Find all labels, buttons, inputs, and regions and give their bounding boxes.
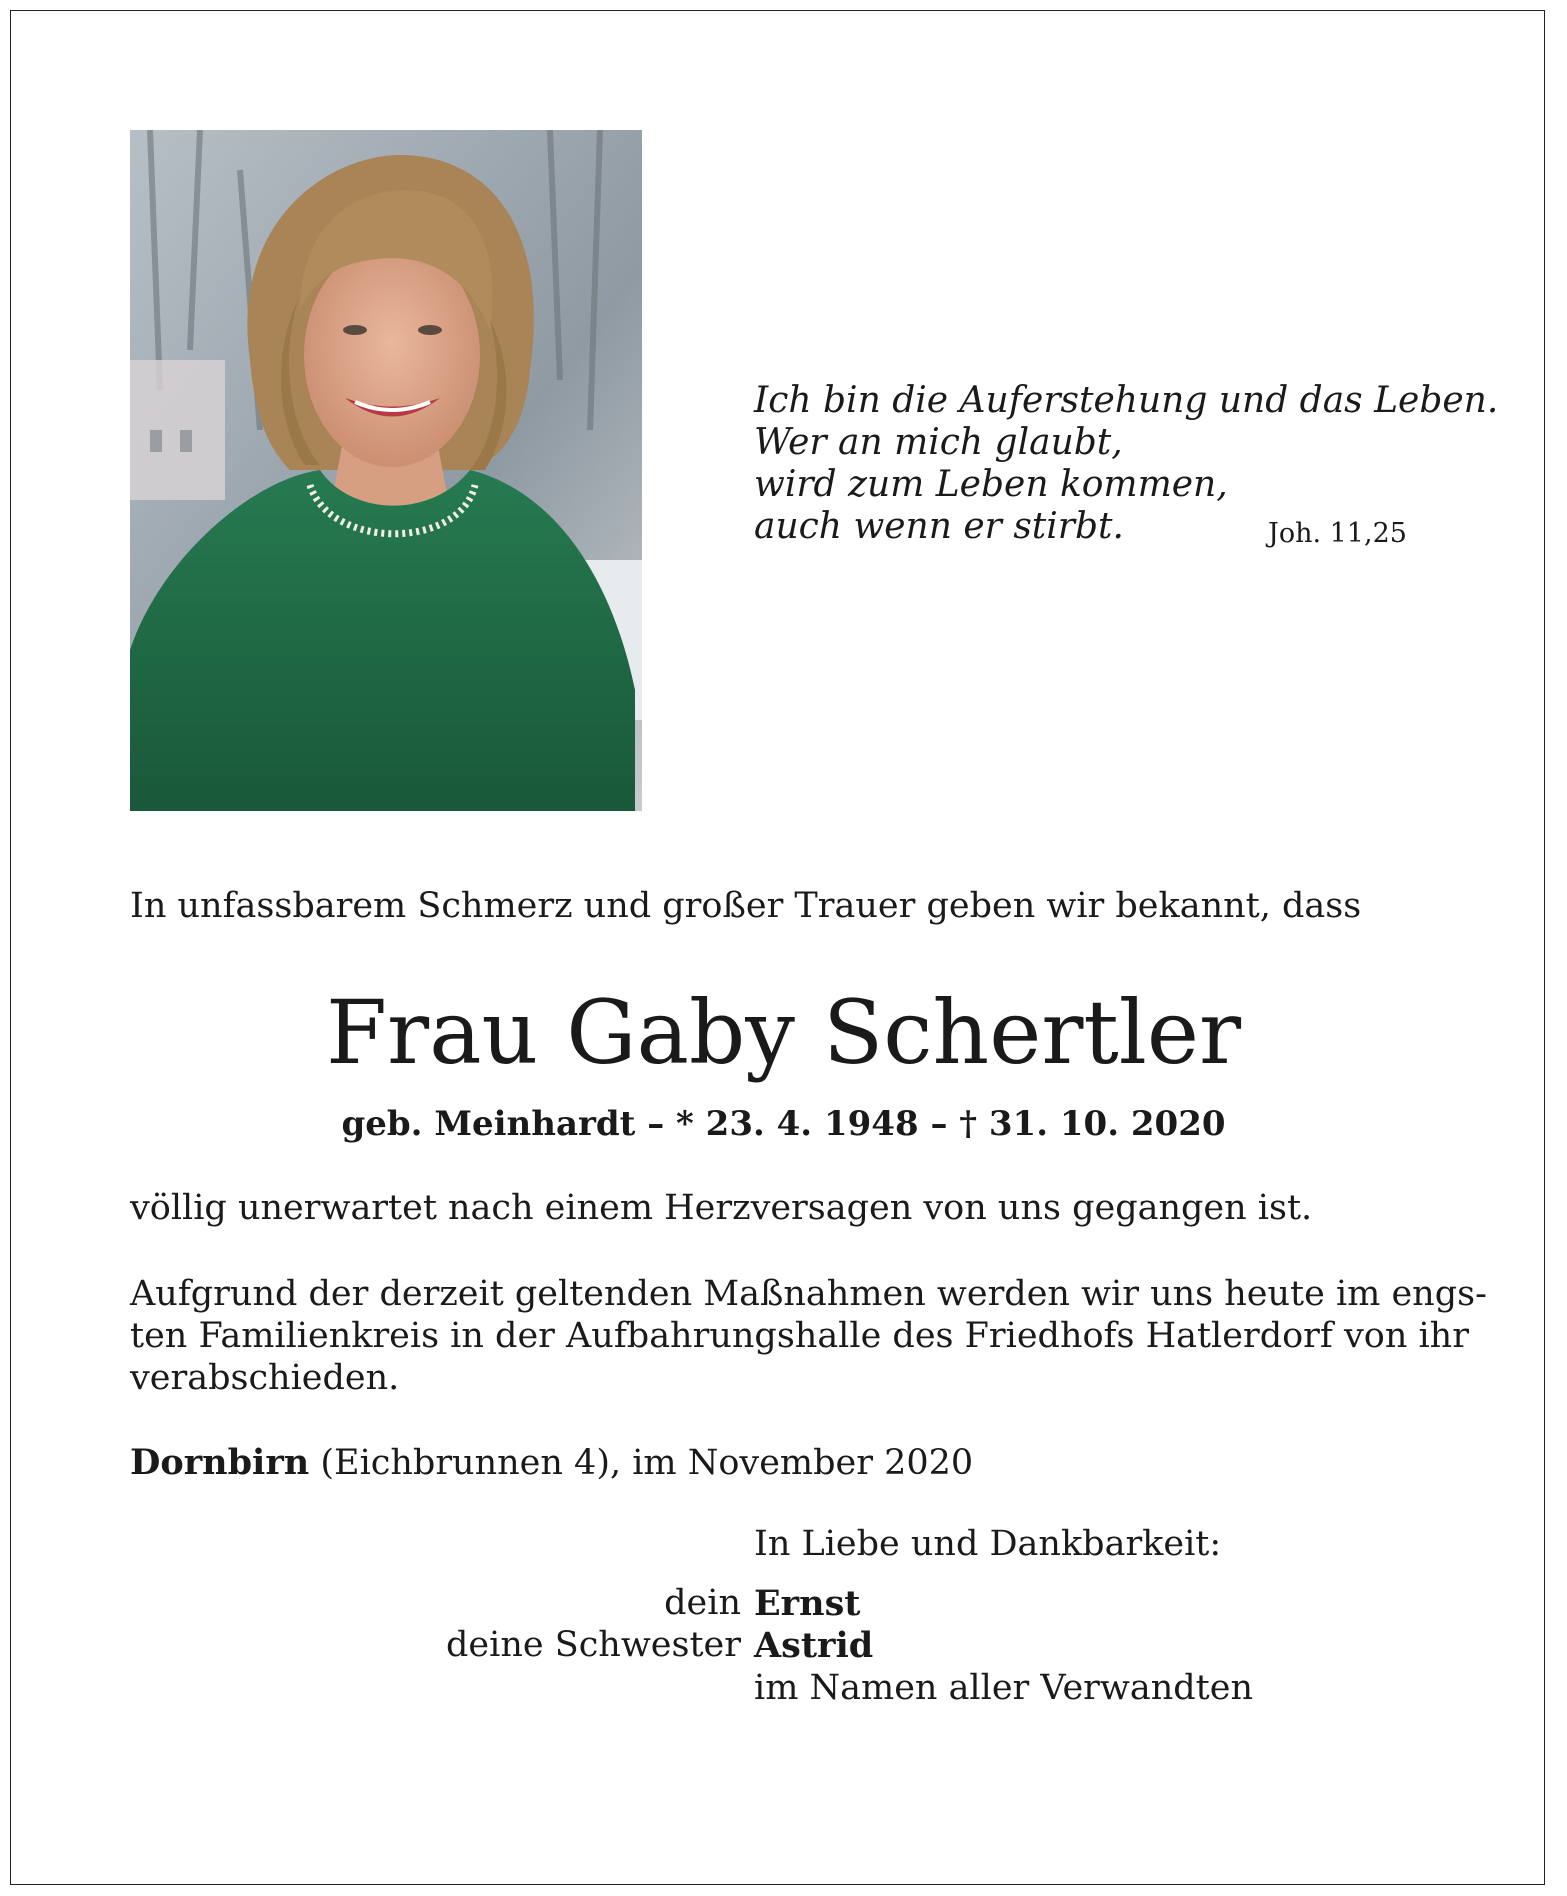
signer-name: Astrid [754, 1625, 874, 1666]
funeral-paragraph [130, 1273, 1487, 1399]
verse-line-2: Wer an mich glaubt, [754, 422, 1123, 463]
verse-line-3: wird zum Leben kommen, [754, 464, 1228, 505]
place-name: Dornbirn [130, 1442, 310, 1483]
portrait-photo [130, 130, 642, 811]
place-and-date [130, 1442, 973, 1483]
announcement-intro: In unfassbarem Schmerz und großer Trauer geben wir bekannt, dass [130, 886, 1362, 926]
signer-relation: deine Schwester [446, 1625, 741, 1665]
birth-death-dates: geb. Meinhardt – * 23. 4. 1948 – † 31. 10. 2020 [341, 1104, 1226, 1144]
portrait-image [130, 130, 642, 811]
verse-line-4: auch wenn er stirbt. [754, 506, 1124, 547]
paragraph-line-1: Aufgrund der derzeit geltenden Maßnahmen werden wir uns heute im engs- [130, 1274, 1487, 1314]
signature-note: im Namen aller Verwandten [754, 1668, 1253, 1708]
verse-reference: Joh. 11,25 [1268, 518, 1407, 549]
paragraph-line-2: ten Familienkreis in der Aufbahrungshalle des Friedhofs Hatlerdorf von ihr [130, 1316, 1469, 1356]
death-notice: völlig unerwartet nach einem Herzversagen von uns gegangen ist. [130, 1188, 1313, 1228]
deceased-name: Frau Gaby Schertler [325, 981, 1242, 1084]
signer-name: Ernst [754, 1583, 861, 1624]
place-details: (Eichbrunnen 4), im November 2020 [309, 1443, 974, 1483]
closing-line: In Liebe und Dankbarkeit: [754, 1524, 1222, 1564]
signer-relation: dein [664, 1583, 741, 1623]
verse-line-1: Ich bin die Auferstehung und das Leben. [754, 380, 1499, 421]
paragraph-line-3: verabschieden. [130, 1358, 400, 1398]
